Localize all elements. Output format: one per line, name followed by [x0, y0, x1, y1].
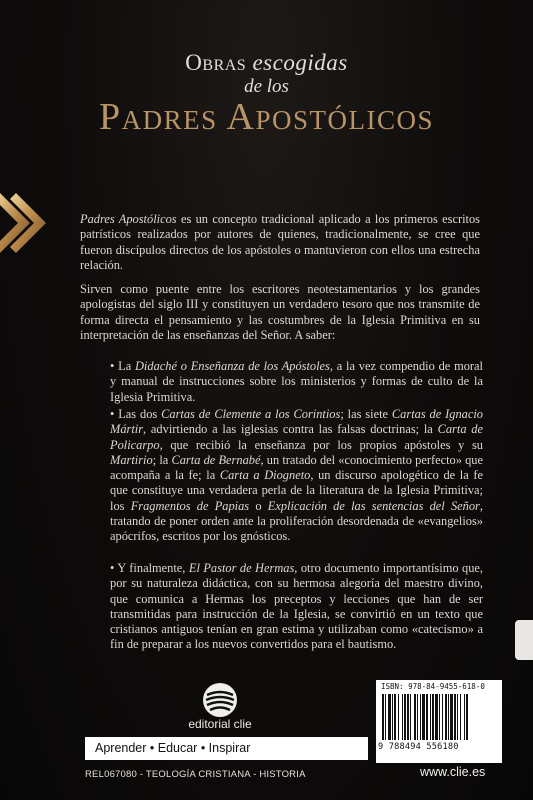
barcode-bar: [410, 694, 411, 740]
bullet-cartas: [110, 407, 483, 545]
barcode-bar: [398, 694, 399, 740]
barcode-bar: [420, 694, 421, 740]
title-line-1: [0, 50, 533, 76]
text-run: ; la: [152, 452, 172, 467]
text-run: , un tratado del «conocimiento perfecto» que acompaña a la fe; la: [110, 452, 483, 483]
text-run: , que recibió la enseñanza por los propios apóstoles y su: [159, 437, 483, 452]
barcode-bar: [430, 694, 431, 740]
text-run: Martirio: [110, 452, 153, 467]
gold-diamond-ornament: [0, 183, 74, 263]
bullet-didache: [110, 359, 483, 405]
second-paragraph: Sirven como puente entre los escritores neotestamentarios y los grandes apologistas del siglo III y constituyen un verdadero tesoro que nos transmite de forma directa el pensamiento y las costumbres de la Iglesia Primitiva en su interpretación de las enseñanzas del Señor. A saber:: [80, 282, 480, 342]
text-run: El Pastor de Hermas: [188, 561, 295, 575]
barcode-bar: [392, 694, 393, 740]
barcode-bar: [466, 694, 468, 740]
text-run: , un discurso apologético de la fe que constituye una verdadera perla de la literatura de la Iglesia Primitiva; los: [110, 468, 483, 513]
publisher-name: editorial clie: [188, 717, 252, 731]
text-run: Explicación de las sentencias del Señor: [267, 498, 480, 513]
barcode-bar: [394, 694, 396, 740]
barcode-bar: [426, 694, 428, 740]
text-run: ; las siete: [340, 407, 392, 421]
cover-flap-tab: [515, 620, 533, 660]
barcode-bar: [422, 694, 425, 740]
intro-italic: Padres Apostólicos: [80, 212, 177, 226]
barcode-bar: [435, 694, 438, 740]
barcode-bar: [454, 694, 456, 740]
title-word-escogidas: escogidas: [252, 50, 348, 75]
text-run: o: [249, 498, 268, 513]
barcode-bar: [404, 694, 406, 740]
subject-reference: REL067080 - TEOLOGÍA CRISTIANA - HISTORIA: [85, 769, 306, 780]
barcode-bar: [457, 694, 458, 740]
text-run: Cartas de Clemente a los Corintios: [161, 407, 341, 421]
barcode-bar: [445, 694, 447, 740]
title-word-obras: Obras: [185, 50, 247, 75]
title-line-3: Padres Apostólicos: [98, 96, 435, 138]
clie-globe-logo: [203, 683, 237, 717]
barcode-bar: [414, 694, 416, 740]
intro-paragraph: [80, 212, 480, 273]
text-run: Carta de Bernabé: [171, 452, 261, 467]
barcode-bar: [417, 694, 418, 740]
text-run: Carta a Diogneto: [219, 468, 311, 483]
text-run: , otro documento importantísimo que, por su naturaleza didáctica, con su hermosa alegoría del maestro divino, que comunica a Hermas los preceptos y lecciones que han de ser transmitidas para instrucción de la Iglesia, se convirtió en un texto que cristianos antiguos tenían en gran estima y utilizaban como «catecismo» a fin de preparar a los nuevos convertidos para el bautismo.: [110, 561, 483, 652]
barcode-bar: [439, 694, 440, 740]
title-line-2: de los: [244, 76, 289, 97]
barcode-number: 9 788494 556180: [378, 742, 459, 752]
isbn-label: ISBN: 978-84-9455-618-0: [381, 682, 485, 691]
text-run: , advirtiendo a las iglesias contra las falsas doctrinas; la: [143, 422, 438, 437]
text-run: Didaché o Enseñanza de los Apóstoles: [134, 359, 330, 373]
barcode-bar: [464, 694, 465, 740]
barcode-bar: [432, 694, 434, 740]
barcode-bar: [442, 694, 443, 740]
text-run: , a la vez compendio de moral y manual de instrucciones sobre los ministerios y formas de culto de la Iglesia Primitiva.: [110, 359, 483, 404]
text-run: • Y finalmente,: [110, 561, 189, 575]
barcode-bar: [385, 694, 386, 740]
barcode-bar: [460, 694, 461, 740]
barcode-bar: [450, 694, 453, 740]
barcode-bar: [407, 694, 409, 740]
intro-rest: es un concepto tradicional aplicado a los primeros escritos patrísticos realizados por autores de quienes, tradicionalmente, se cree que fueron discípulos directos de los apóstoles o mantuvieron con ellos una estrecha relación.: [80, 212, 480, 272]
text-run: Fragmentos de Papias: [130, 498, 250, 513]
text-run: • Las dos: [110, 407, 162, 421]
bullet-pastor-hermas: [110, 561, 483, 653]
barcode-bar: [382, 694, 384, 740]
barcode-bar: [402, 694, 403, 740]
text-run: Cartas de Ignacio Mártir: [110, 407, 483, 437]
text-run: • La: [110, 359, 135, 373]
text-run: , tratando de poner orden ante la proliferación desordenada de «evangelios» apócrifos, escritos por los gnósticos.: [110, 498, 483, 544]
text-run: Carta de Policarpo: [110, 422, 483, 452]
publisher-slogan: Aprender • Educar • Inspirar: [85, 737, 368, 760]
barcode-bar: [388, 694, 391, 740]
barcode-bar: [448, 694, 449, 740]
website-link[interactable]: www.clie.es: [420, 765, 486, 779]
